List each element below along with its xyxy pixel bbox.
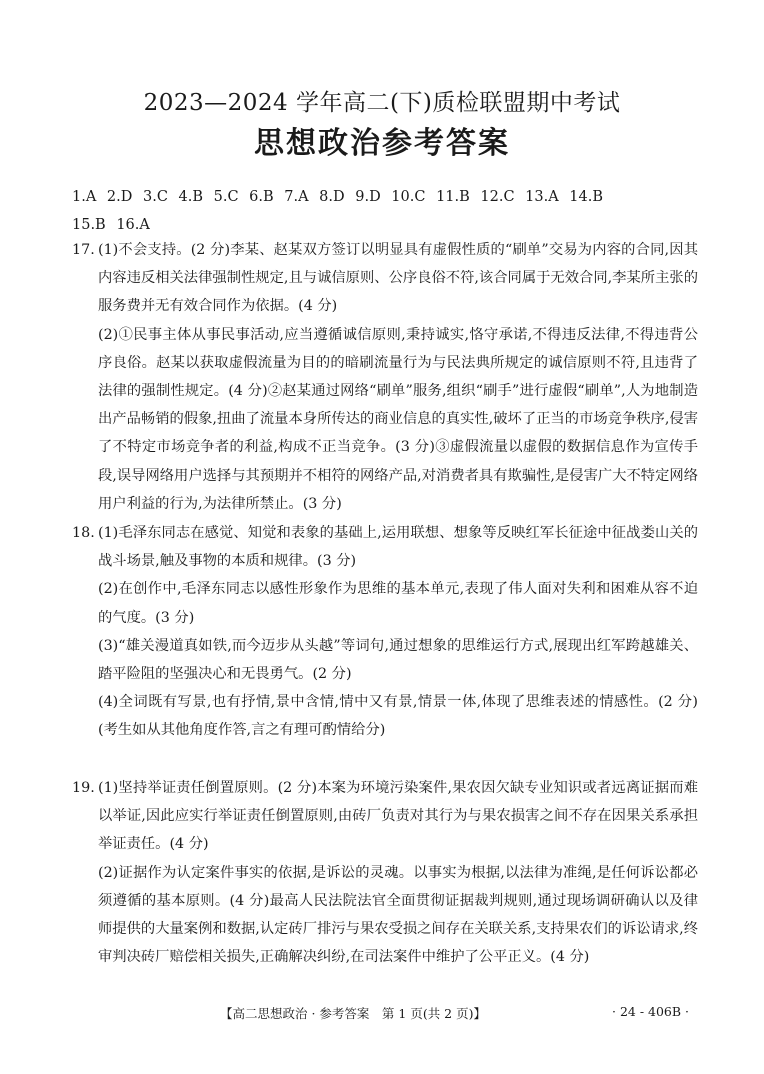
question-19-part-1: (1)坚持举证责任倒置原则。(2 分)本案为环境污染案件,果农因欠缺专业知识或者远离证据而难以举证,因此应实行举证责任倒置原则,由砖厂负责对其行为与果农损害之间不存在因果关系承担举证责任。(4 分) xyxy=(98,780,698,853)
question-17-number: 17. xyxy=(72,242,95,258)
question-18-number: 18. xyxy=(72,525,95,541)
multiple-choice-answers-line-2: 15.B 16.A xyxy=(72,217,150,233)
question-18-part-2: (2)在创作中,毛泽东同志以感性形象作为思维的基本单元,表现了伟人面对失利和困难从容不迫的气度。(3 分) xyxy=(98,581,698,626)
question-19-number: 19. xyxy=(72,780,95,796)
question-18-part-4: (4)全词既有写景,也有抒情,景中含情,情中又有景,情景一体,体现了思维表述的情感性。(2 分)(考生如从其他角度作答,言之有理可酌情给分) xyxy=(98,694,698,739)
exam-title: 2023—2024 学年高二(下)质检联盟期中考试 xyxy=(143,90,621,116)
question-19 xyxy=(72,774,698,971)
question-17 xyxy=(72,236,698,518)
question-18-part-3: (3)“雄关漫道真如铁,而今迈步从头越”等词句,通过想象的思维运行方式,展现出红军跨越雄关、踏平险阻的坚强决心和无畏勇气。(2 分) xyxy=(98,637,698,683)
question-18 xyxy=(72,519,698,745)
document-subtitle: 思想政治参考答案 xyxy=(254,126,510,161)
question-19-part-2: (2)证据作为认定案件事实的依据,是诉讼的灵魂。以事实为根据,以法律为准绳,是任何诉讼都必须遵循的基本原则。(4 分)最高人民法院法官全面贯彻证据裁判规则,通过现场调研确认以及律师提供的大量案例和数据,认定砖厂排污与果农受损之间存在关联关系,支持果农们的诉讼请求,终审判决砖厂赔偿相关损失,正确解决纠纷,在司法案件中维护了公平正义。(4 分) xyxy=(98,864,698,966)
footer-page-info: 【高二思想政治 · 参考答案 第 1 页(共 2 页)】 xyxy=(220,1006,486,1021)
question-17-part-1: (1)不会支持。(2 分)李某、赵某双方签订以明显具有虚假性质的“刷单”交易为内容的合同,因其内容违反相关法律强制性规定,且与诚信原则、公序良俗不符,该合同属于无效合同,李某所主张的服务费并无有效合同作为依据。(4 分) xyxy=(98,242,698,315)
footer-code: · 24 - 406B · xyxy=(612,1004,690,1019)
multiple-choice-answers-line-1: 1.A 2.D 3.C 4.B 5.C 6.B 7.A 8.D 9.D 10.C 11.B 12.C 13.A 14.B xyxy=(72,189,604,205)
question-17-part-2: (2)①民事主体从事民事活动,应当遵循诚信原则,秉持诚实,恪守承诺,不得违反法律,不得违背公序良俗。赵某以获取虚假流量为目的的暗刷流量行为与民法典所规定的诚信原则不符,且违背了法律的强制性规定。(4 分)②赵某通过网络“刷单”服务,组织“刷手”进行虚假“刷单”,人为地制造出产品畅销的假象,扭曲了流量本身所传达的商业信息的真实性,破坏了正当的市场竞争秩序,侵害了不特定市场竞争者的利益,构成不正当竞争。(3 分)③虚假流量以虚假的数据信息作为宣传手段,误导网络用户选择与其预期并不相符的网络产品,对消费者具有欺骗性,是侵害广大不特定网络用户利益的行为,为法律所禁止。(3 分) xyxy=(98,326,698,512)
question-18-part-1: (1)毛泽东同志在感觉、知觉和表象的基础上,运用联想、想象等反映红军长征途中征战娄山关的战斗场景,触及事物的本质和规律。(3 分) xyxy=(98,525,698,570)
